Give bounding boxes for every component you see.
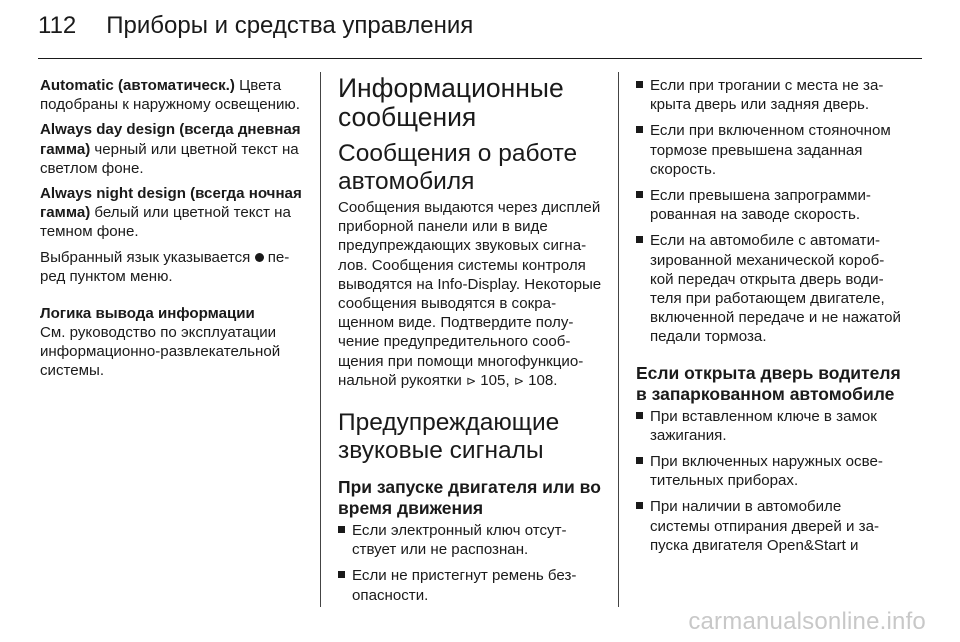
automatic-option: Automatic (автоматическ.) Цвета подобраны к наружному освещению.: [40, 77, 300, 114]
list-item: Если электронный ключ отсутствует или не распознан.: [338, 521, 604, 559]
logic-text: См. руководство по эксплуатации информационно-развлекательной системы.: [40, 324, 281, 380]
subheading: Если открыта дверь водителя в запаркованном автомобиле: [636, 362, 901, 404]
column-1: [40, 76, 306, 387]
list-item: При включенных наружных осветительных приборах.: [636, 452, 902, 490]
page-number: 112: [38, 12, 77, 39]
day-design-option: Always day design (всегда дневная гамма) черный или цветной текст на светлом фоне.: [40, 121, 301, 177]
night-design-option: Always night design (всегда ночная гамма) белый или цветной текст на темном фоне.: [40, 185, 302, 241]
column-divider: [618, 72, 619, 607]
column-3: [636, 76, 902, 562]
section-title: Информационные сообщения: [338, 73, 564, 132]
bullet-square-icon: [338, 571, 345, 578]
language-note: Выбранный язык указывается перед пунктом меню.: [40, 248, 290, 285]
bullet-square-icon: [636, 126, 643, 133]
list-item: Если не пристегнут ремень безопасности.: [338, 566, 604, 604]
chapter-title: Приборы и средства управления: [106, 12, 474, 39]
subheading: При запуске двигателя или во время движения: [338, 477, 601, 519]
page-ref-arrow-icon: ⊳: [513, 373, 524, 388]
logic-heading: Логика вывода информации: [40, 305, 255, 323]
page-ref-arrow-icon: ⊳: [466, 373, 477, 388]
watermark: carmanualsonline.info: [688, 608, 926, 635]
list-item: При наличии в автомобиле системы отпирания дверей и запуска двигателя Open&Start и: [636, 497, 902, 555]
column-divider: [320, 72, 321, 607]
bullet-square-icon: [636, 502, 643, 509]
bullet-square-icon: [338, 526, 345, 533]
messages-paragraph: Сообщения выдаются через дисплей приборной панели или в виде предупреждающих звуковых сигналов. Сообщения системы контроля выводятся на Info-Display. Некоторые сообщения выводятся в сокращенном виде. Подтвердите получение предупредительного сообщения при помощи многофункциональной рукоятки ⊳ 105, ⊳ 108.: [338, 199, 602, 389]
bullet-square-icon: [636, 457, 643, 464]
list-item: Если на автомобиле с автоматизированной механической коробкой передач открыта дверь водителя при работающем двигателе, включенной передаче и не нажатой педали тормоза.: [636, 231, 902, 346]
bullet-square-icon: [636, 81, 643, 88]
list-item: Если превышена запрограммированная на заводе скорость.: [636, 186, 902, 224]
list-item: Если при включенном стояночном тормозе превышена заданная скорость.: [636, 121, 902, 179]
column-2: [338, 74, 604, 612]
subsection-title: Сообщения о работе автомобиля: [338, 140, 578, 195]
page-header: [38, 12, 473, 48]
bullet-square-icon: [636, 412, 643, 419]
subsection-title: Предупреждающие звуковые сигналы: [338, 409, 560, 465]
bullet-square-icon: [636, 191, 643, 198]
list-item: При вставленном ключе в замок зажигания.: [636, 407, 902, 445]
list-item: Если при трогании с места не закрыта дверь или задняя дверь.: [636, 76, 902, 114]
bullet-square-icon: [636, 236, 643, 243]
header-rule: [38, 58, 922, 59]
filled-circle-icon: [255, 253, 264, 262]
